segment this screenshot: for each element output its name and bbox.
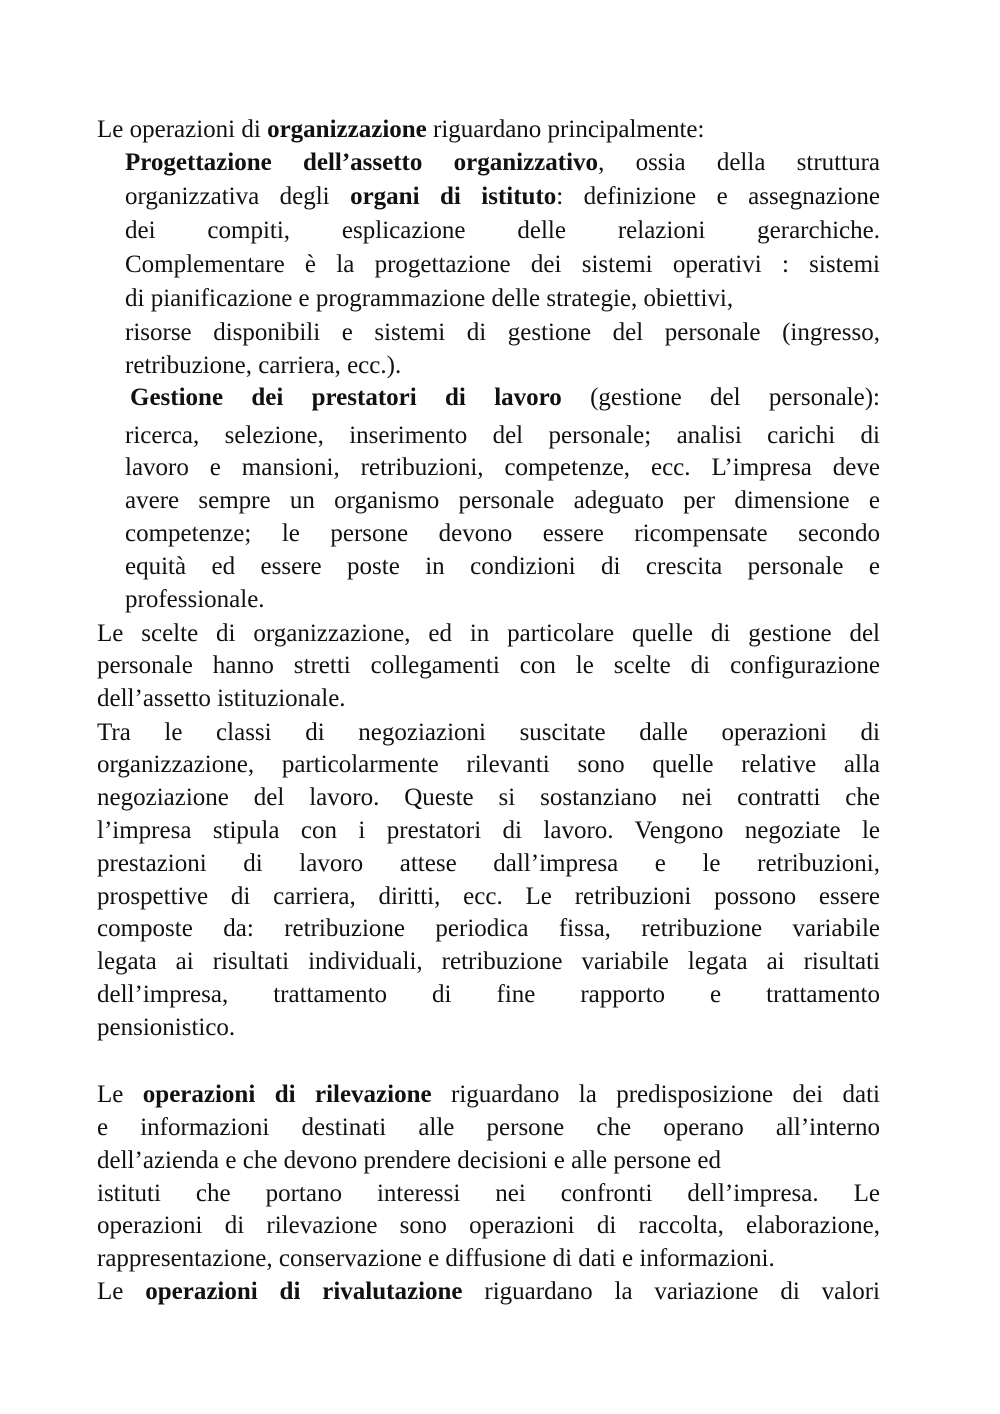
text-line: rappresentazione, conservazione e diffusione di dati e informazioni. [97, 1245, 775, 1272]
text-line: organizzazione, particolarmente rilevanti sono quelle relative alla [97, 751, 880, 778]
text-line: dell’impresa, trattamento di fine rapporto e trattamento [97, 981, 880, 1008]
text-line: Progettazione dell’assetto organizzativo, ossia della struttura [125, 149, 880, 176]
text-line: pensionistico. [97, 1014, 236, 1041]
text-line: operazioni di rilevazione sono operazioni di raccolta, elaborazione, [97, 1212, 880, 1239]
text-line: Le scelte di organizzazione, ed in particolare quelle di gestione del [97, 620, 880, 647]
text-line: l’impresa stipula con i prestatori di lavoro. Vengono negoziate le [97, 817, 880, 844]
text-line: personale hanno stretti collegamenti con le scelte di configurazione [97, 652, 880, 679]
text-line: dell’assetto istituzionale. [97, 685, 346, 712]
text-line: composte da: retribuzione periodica fissa, retribuzione variabile [97, 915, 880, 942]
text-line: Le operazioni di organizzazione riguardano principalmente: [97, 116, 705, 143]
text-line: e informazioni destinati alle persone che operano all’interno [97, 1114, 880, 1141]
text-line: competenze; le persone devono essere ricompensate secondo [125, 520, 880, 547]
text-line: avere sempre un organismo personale adeguato per dimensione e [125, 487, 880, 514]
text-line: dei compiti, esplicazione delle relazioni gerarchiche. [125, 217, 880, 244]
text-line: professionale. [125, 586, 265, 613]
text-line: equità ed essere poste in condizioni di crescita personale e [125, 553, 880, 580]
text-line: Le operazioni di rivalutazione riguardano la variazione di valori [97, 1278, 880, 1305]
text-line: Gestione dei prestatori di lavoro (gestione del personale): [130, 384, 880, 411]
text-line: dell’azienda e che devono prendere decisioni e alle persone ed [97, 1147, 721, 1174]
text-line: Tra le classi di negoziazioni suscitate dalle operazioni di [97, 719, 880, 746]
text-line: legata ai risultati individuali, retribuzione variabile legata ai risultati [97, 948, 880, 975]
text-line: prospettive di carriera, diritti, ecc. Le retribuzioni possono essere [97, 883, 880, 910]
text-line: istituti che portano interessi nei confronti dell’impresa. Le [97, 1180, 880, 1207]
text-line: Le operazioni di rilevazione riguardano la predisposizione dei dati [97, 1081, 880, 1108]
text-line: negoziazione del lavoro. Queste si sostanziano nei contratti che [97, 784, 880, 811]
text-line: retribuzione, carriera, ecc.). [125, 352, 402, 379]
text-line: di pianificazione e programmazione delle strategie, obiettivi, [125, 285, 734, 312]
text-line: Complementare è la progettazione dei sistemi operativi : sistemi [125, 251, 880, 278]
text-line: ricerca, selezione, inserimento del personale; analisi carichi di [125, 422, 880, 449]
text-line: risorse disponibili e sistemi di gestione del personale (ingresso, [125, 319, 880, 346]
text-line: organizzativa degli organi di istituto: definizione e assegnazione [125, 183, 880, 210]
text-line: lavoro e mansioni, retribuzioni, competenze, ecc. L’impresa deve [125, 454, 880, 481]
text-line: prestazioni di lavoro attese dall’impresa e le retribuzioni, [97, 850, 880, 877]
